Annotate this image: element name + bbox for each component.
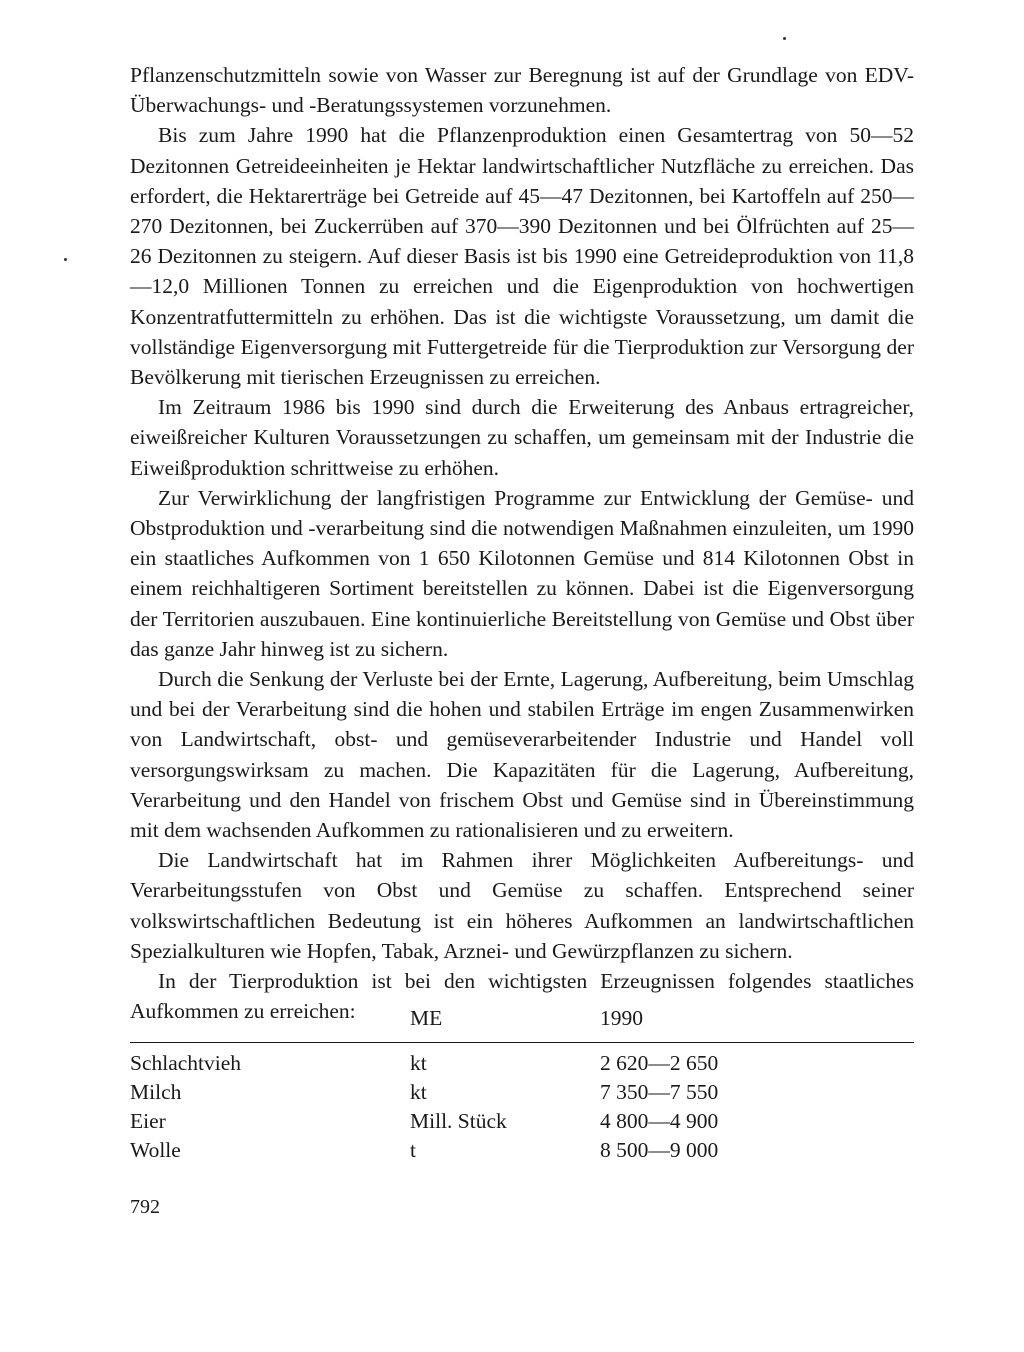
- row-label: Eier: [130, 1109, 166, 1133]
- table-header: [130, 1000, 914, 1043]
- row-unit: kt: [410, 1051, 427, 1075]
- row-value: 8 500—9 000: [600, 1138, 719, 1162]
- row-label: Milch: [130, 1080, 182, 1104]
- paragraph: Zur Verwirklichung der langfristigen Programme zur Entwicklung der Gemüse- und Obstproduktion und -verarbeitung sind die notwendigen Maßnahmen einzuleiten, um 1990 ein staatliches Aufkommen von 1 650 Kilotonnen Gemüse und 814 Kilotonnen Obst in einem reichhaltigeren Sortiment bereitstellen zu können. Dabei ist die Eigenversorgung der Territorien auszubauen. Eine kontinuierliche Bereitstellung von Gemüse und Obst über das ganze Jahr hinweg ist zu sichern.: [130, 485, 914, 661]
- paragraph: Im Zeitraum 1986 bis 1990 sind durch die Erweiterung des Anbaus ertragreicher, eiweißreicher Kulturen Voraussetzungen zu schaffen, um gemeinsam mit der Industrie die Eiweißproduktion schrittweise zu erhöhen.: [130, 395, 914, 480]
- table-row: [130, 1109, 914, 1138]
- table-row: [130, 1051, 914, 1080]
- row-label: Schlachtvieh: [130, 1051, 242, 1075]
- paragraph: Die Landwirtschaft hat im Rahmen ihrer Möglichkeiten Aufbereitungs- und Verarbeitungsstufen von Obst und Gemüse zu schaffen. Entsprechend seiner volkswirtschaftlichen Bedeutung ist ein höheres Aufkommen an landwirtschaftlichen Spezialkulturen wie Hopfen, Tabak, Arznei- und Gewürzpflanzen zu sichern.: [130, 848, 914, 963]
- header-year: 1990: [600, 1006, 643, 1030]
- row-value: 4 800—4 900: [600, 1109, 719, 1133]
- paragraph: In der Tierproduktion ist bei den wichtigsten Erzeugnissen folgendes staatliches Aufkommen zu erreichen:: [130, 969, 914, 1024]
- row-unit: Mill. Stück: [410, 1109, 507, 1133]
- page-number: 792: [130, 1196, 160, 1218]
- header-unit: ME: [410, 1006, 443, 1030]
- table-row: [130, 1080, 914, 1109]
- production-table: [130, 1000, 914, 1167]
- paragraph: Pflanzenschutzmitteln sowie von Wasser zur Beregnung ist auf der Grundlage von EDV-Überwachungs- und -Beratungssystemen vorzunehmen.: [130, 63, 914, 118]
- table-body: [130, 1043, 914, 1167]
- table-row: [130, 1138, 914, 1167]
- row-label: Wolle: [130, 1138, 181, 1162]
- paragraph: Durch die Senkung der Verluste bei der Ernte, Lagerung, Aufbereitung, beim Umschlag und bei der Verarbeitung sind die hohen und stabilen Erträge im engen Zusammenwirken von Landwirtschaft, obst- und gemüseverarbeitender Industrie und Handel voll versorgungswirksam zu machen. Die Kapazitäten für die Lagerung, Aufbereitung, Verarbeitung und den Handel von frischem Obst und Gemüse sind in Übereinstimmung mit dem wachsenden Aufkommen zu rationalisieren und zu erweitern.: [130, 667, 914, 843]
- body-text: [130, 60, 914, 1027]
- row-value: 7 350—7 550: [600, 1080, 719, 1104]
- row-unit: kt: [410, 1080, 427, 1104]
- row-value: 2 620—2 650: [600, 1051, 719, 1075]
- paragraph: Bis zum Jahre 1990 hat die Pflanzenproduktion einen Gesamtertrag von 50—52 Dezitonnen Getreideeinheiten je Hektar landwirtschaftlicher Nutzfläche zu erreichen. Das erfordert, die Hektarerträge bei Getreide auf 45—47 Dezitonnen, bei Kartoffeln auf 250—270 Dezitonnen, bei Zuckerrüben auf 370—390 Dezitonnen und bei Ölfrüchten auf 25—26 Dezitonnen zu steigern. Auf dieser Basis ist bis 1990 eine Getreideproduktion von 11,8—12,0 Millionen Tonnen zu erreichen und die Eigenproduktion von hochwertigen Konzentratfuttermitteln zu erhöhen. Das ist die wichtigste Voraussetzung, um damit die vollständige Eigenversorgung mit Futtergetreide für die Tierproduktion zur Versorgung der Bevölkerung mit tierischen Erzeugnissen zu erreichen.: [130, 123, 914, 390]
- row-unit: t: [410, 1138, 416, 1162]
- print-speck: [783, 37, 786, 40]
- print-speck: [64, 258, 67, 261]
